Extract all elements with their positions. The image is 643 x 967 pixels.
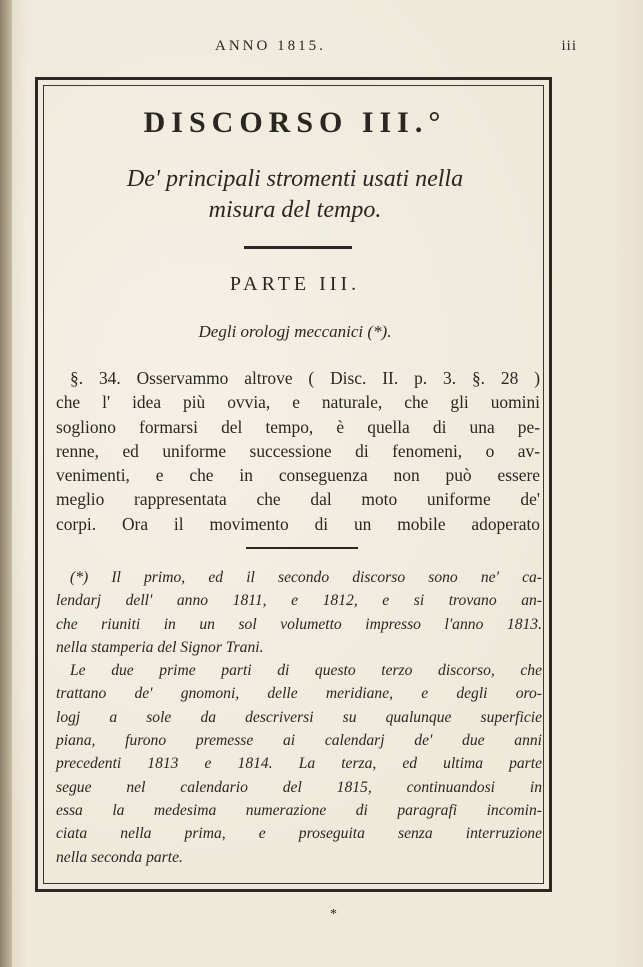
running-head: ANNO 1815. [215,38,326,54]
footnote-divider-rule [246,547,358,549]
footnote-line: ciata nella prima, e proseguita senza interruzione [56,825,542,843]
footnote-line: nella seconda parte. [56,848,183,866]
body-line: renne, ed uniforme successione di fenomeni, o av- [56,440,540,461]
discourse-title: DISCORSO III.° [143,106,447,139]
frame-content [50,88,540,883]
body-line: sogliono formarsi del tempo, è quella di una pe- [56,416,540,437]
section-title: Degli orologj meccanici (*). [198,322,392,341]
footnote-line: lendarj dell' anno 1811, e 1812, e si trovano an- [56,592,542,610]
footnote-line: logj a sole da descriversi su qualunque superficie [56,708,542,726]
body-line: meglio rappresentata che dal moto uniforme de' [56,489,540,510]
footnote-line: Le due prime parti di questo terzo discorso, che [70,662,542,680]
part-heading: PARTE III. [229,273,361,295]
discourse-subtitle [50,164,540,226]
footnote-line: segue nel calendario del 1815, continuandosi in [56,778,542,796]
body-line: corpi. Ora il movimento di un mobile adoperato [56,513,540,534]
footnote-line: trattano de' gnomoni, delle meridiane, e degli oro- [56,685,542,703]
page-number: iii [561,38,577,54]
subtitle-line: misura del tempo. [208,197,382,223]
body-line: §. 34. Osservammo altrove ( Disc. II. p. 3. §. 28 ) [70,368,540,388]
book-spine-shadow [0,0,12,967]
page-border-frame [35,77,552,892]
footnote-line: essa la medesima numerazione di paragrafi incomin- [56,801,542,819]
footnote-line: piana, furono premesse ai calendarj de' due anni [56,732,542,750]
footnote-block [56,566,542,869]
title-divider-rule [244,246,352,249]
signature-mark: * [330,907,337,922]
body-line: venimenti, e che in conseguenza non può essere [56,465,540,486]
footnote-line: che riuniti in un sol volumetto impresso l'anno 1813. [56,615,542,633]
footnote-line: (*) Il primo, ed il secondo discorso sono ne' ca- [70,569,542,586]
footnote-line: precedenti 1813 e 1814. La terza, ed ultima parte [56,755,542,773]
body-paragraph [56,366,540,536]
page-header [40,36,577,62]
subtitle-line: De' principali stromenti usati nella [126,166,464,192]
footnote-line: nella stamperia del Signor Trani. [56,638,264,656]
body-line: che l' idea più ovvia, e naturale, che gli uomini [56,392,540,413]
